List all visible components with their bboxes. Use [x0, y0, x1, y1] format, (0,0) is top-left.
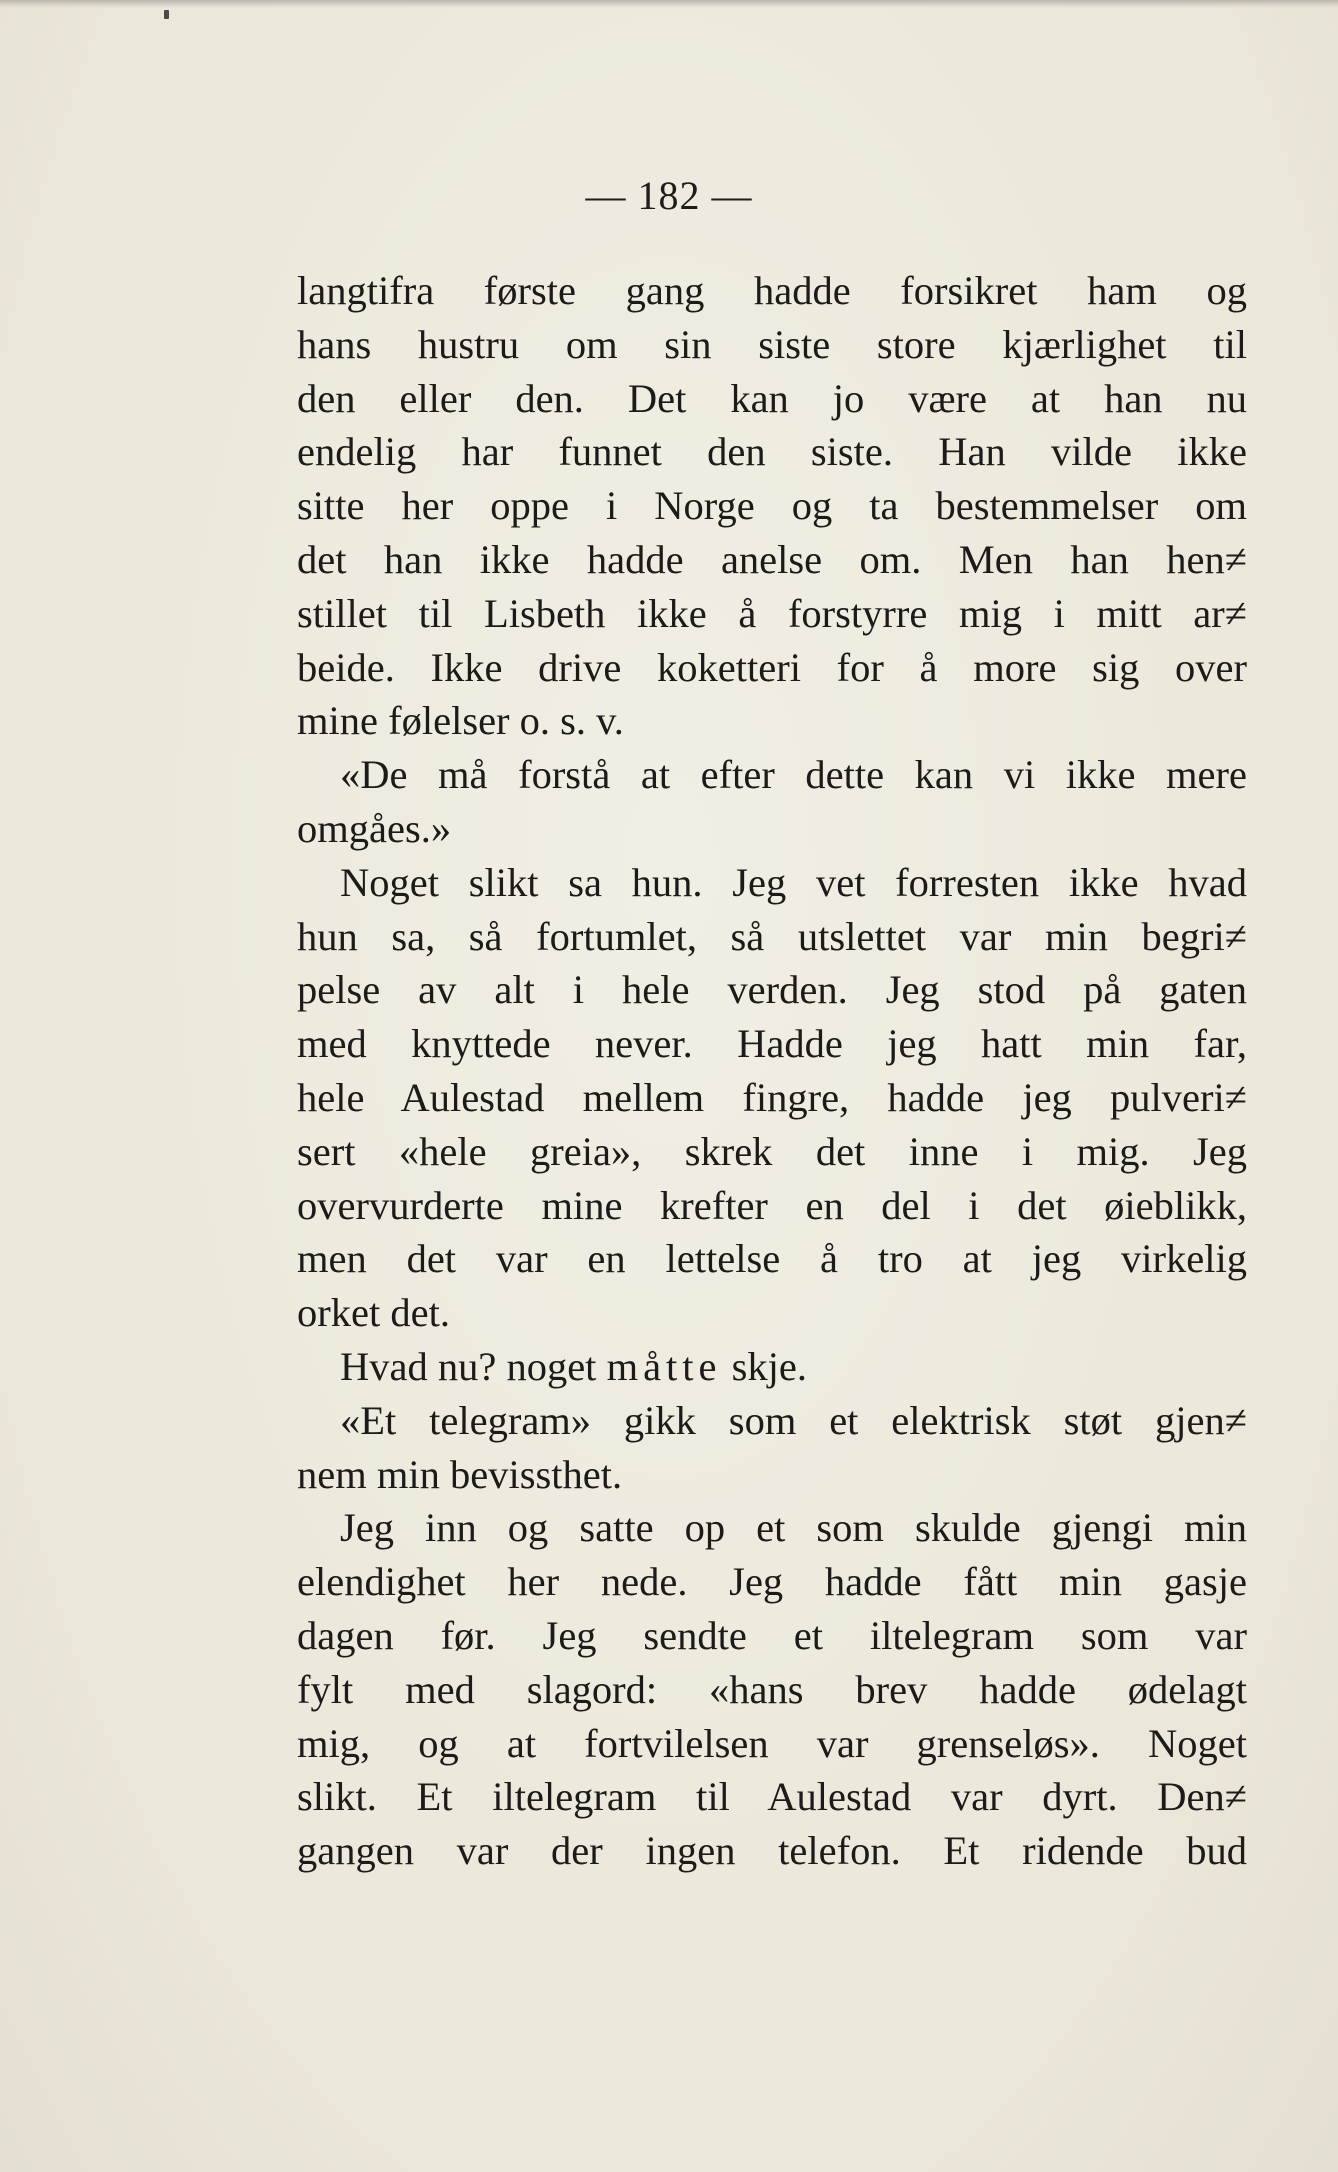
text-line: Noget slikt sa hun. Jeg vet forresten ikke hvad: [340, 859, 1247, 905]
text-line: overvurderte mine krefter en del i det øieblikk,: [297, 1182, 1247, 1228]
text-line: pelse av alt i hele verden. Jeg stod på gaten: [297, 967, 1247, 1013]
text-line: stillet til Lisbeth ikke å forstyrre mig i mitt ar≠: [297, 590, 1247, 636]
print-mark: [164, 10, 169, 19]
text-line: «De må forstå at efter dette kan vi ikke mere: [340, 752, 1247, 798]
text-line: hun sa, så fortumlet, så utslettet var min begri≠: [297, 913, 1247, 959]
text-segment: skje.: [731, 1343, 808, 1389]
text-line-emphasis: [297, 1340, 1247, 1394]
text-line: sitte her oppe i Norge og ta bestemmelser om: [297, 483, 1247, 529]
text-line: hans hustru om sin siste store kjærlighet til: [297, 321, 1247, 367]
text-line: omgåes.»: [297, 805, 452, 851]
text-line: hele Aulestad mellem fingre, hadde jeg pulveri≠: [297, 1074, 1247, 1120]
text-line: orket det.: [297, 1290, 450, 1336]
text-line: sert «hele greia», skrek det inne i mig. Jeg: [297, 1128, 1247, 1174]
text-line: men det var en lettelse å tro at jeg virkelig: [297, 1236, 1247, 1282]
text-line: langtifra første gang hadde forsikret ham og: [297, 268, 1247, 313]
text-line: Jeg inn og satte op et som skulde gjengi min: [340, 1505, 1247, 1551]
text-line: «Et telegram» gikk som et elektrisk støt gjen≠: [340, 1397, 1247, 1443]
page-number: — 182 —: [585, 173, 753, 218]
text-line: mig, og at fortvilelsen var grenseløs». Noget: [297, 1720, 1247, 1766]
text-line: med knyttede never. Hadde jeg hatt min far,: [297, 1021, 1247, 1067]
text-line: nem min bevissthet.: [297, 1451, 623, 1497]
text-line: den eller den. Det kan jo være at han nu: [297, 375, 1247, 421]
text-line: dagen før. Jeg sendte et iltelegram som var: [297, 1612, 1247, 1658]
text-line: elendighet her nede. Jeg hadde fått min gasje: [297, 1559, 1247, 1605]
text-segment: Hvad nu? noget: [340, 1343, 597, 1389]
text-line: beide. Ikke drive koketteri for å more sig over: [297, 644, 1247, 690]
text-line: fylt med slagord: «hans brev hadde ødelagt: [297, 1666, 1247, 1712]
text-line: slikt. Et iltelegram til Aulestad var dyrt. Den≠: [297, 1774, 1247, 1820]
text-line: gangen var der ingen telefon. Et ridende bud: [297, 1828, 1247, 1874]
text-line: det han ikke hadde anelse om. Men han hen≠: [297, 536, 1247, 582]
text-line: mine følelser o. s. v.: [297, 698, 624, 744]
page-top-edge: [0, 0, 1338, 8]
text-line: endelig har funnet den siste. Han vilde ikke: [297, 429, 1247, 475]
spaced-word: måtte: [606, 1343, 722, 1389]
body-text: [297, 264, 1247, 1878]
